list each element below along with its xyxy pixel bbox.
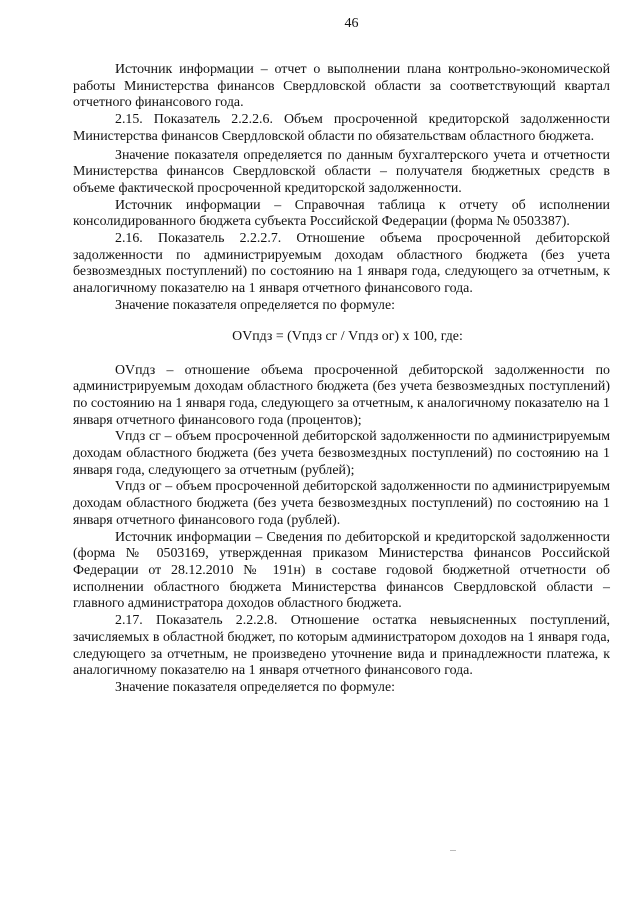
scan-speck — [450, 850, 456, 851]
page-number: 46 — [344, 16, 359, 31]
paragraph-formula-intro-2: Значение показателя определяется по формуле: — [115, 679, 395, 695]
paragraph-formula-intro: Значение показателя определяется по формуле: — [115, 297, 395, 313]
paragraph-indicator-2-17: 2.17. Показатель 2.2.2.8. Отношение остатка невыясненных поступлений, зачисляемых в областной бюджет, по которым администратором доходов на 1 января года, следующего за отчетным, не произведено уточнение вида и принадлежности платежа, к аналогичному показателю на 1 января отчетного финансового года. — [73, 613, 610, 679]
definition-vpdz-sg: Vпдз сг – объем просроченной дебиторской задолженности по администрируемым доходам областного бюджета (без учета безвозмездных поступлений) по состоянию на 1 января года, следующего за отчетным (рублей); — [73, 429, 610, 478]
formula: OVпдз = (Vпдз сг / Vпдз ог) x 100, где: — [232, 328, 463, 344]
paragraph-indicator-2-15: 2.15. Показатель 2.2.2.6. Объем просроченной кредиторской задолженности Министерства финансов Свердловской области по обязательствам областного бюджета. — [73, 112, 610, 144]
paragraph-info-source-control: Источник информации – отчет о выполнении плана контрольно-экономической работы Министерства финансов Свердловской области за соответствующий квартал отчетного финансового года. — [73, 62, 610, 111]
paragraph-indicator-2-16: 2.16. Показатель 2.2.2.7. Отношение объема просроченной дебиторской задолженности по администрируемым доходам областного бюджета (без учета безвозмездных поступлений) по состоянию на 1 января года, следующего за отчетным, к аналогичному показателю на 1 января отчетного финансового года. — [73, 231, 610, 297]
paragraph-info-source-form-0503169: Источник информации – Сведения по дебиторской и кредиторской задолженности (форма № 0503169, утвержденная приказом Министерства финансов Российской Федерации от 28.12.2010 № 191н) в составе годовой бюджетной отчетности об исполнении областного бюджета Министерства финансов Свердловской области – главного администратора доходов областного бюджета. — [73, 529, 610, 612]
paragraph-indicator-2-15-value: Значение показателя определяется по данным бухгалтерского учета и отчетности Министерства финансов Свердловской области – получателя бюджетных средств в объеме фактической просроченной кредиторской задолженности. — [73, 147, 610, 196]
definition-vpdz-og: Vпдз ог – объем просроченной дебиторской задолженности по администрируемым доходам областного бюджета (без учета безвозмездных поступлений) по состоянию на 1 января отчетного финансового года (рублей). — [73, 479, 610, 528]
definition-ovpdz: OVпдз – отношение объема просроченной дебиторской задолженности по администрируемым доходам областного бюджета (без учета безвозмездных поступлений) по состоянию на 1 января года, следующего за отчетным, к аналогичному показателю на 1 января отчетного финансового года (процентов); — [73, 362, 610, 428]
paragraph-info-source-reference-table: Источник информации – Справочная таблица к отчету об исполнении консолидированного бюджета субъекта Российской Федерации (форма № 0503387). — [73, 197, 610, 230]
